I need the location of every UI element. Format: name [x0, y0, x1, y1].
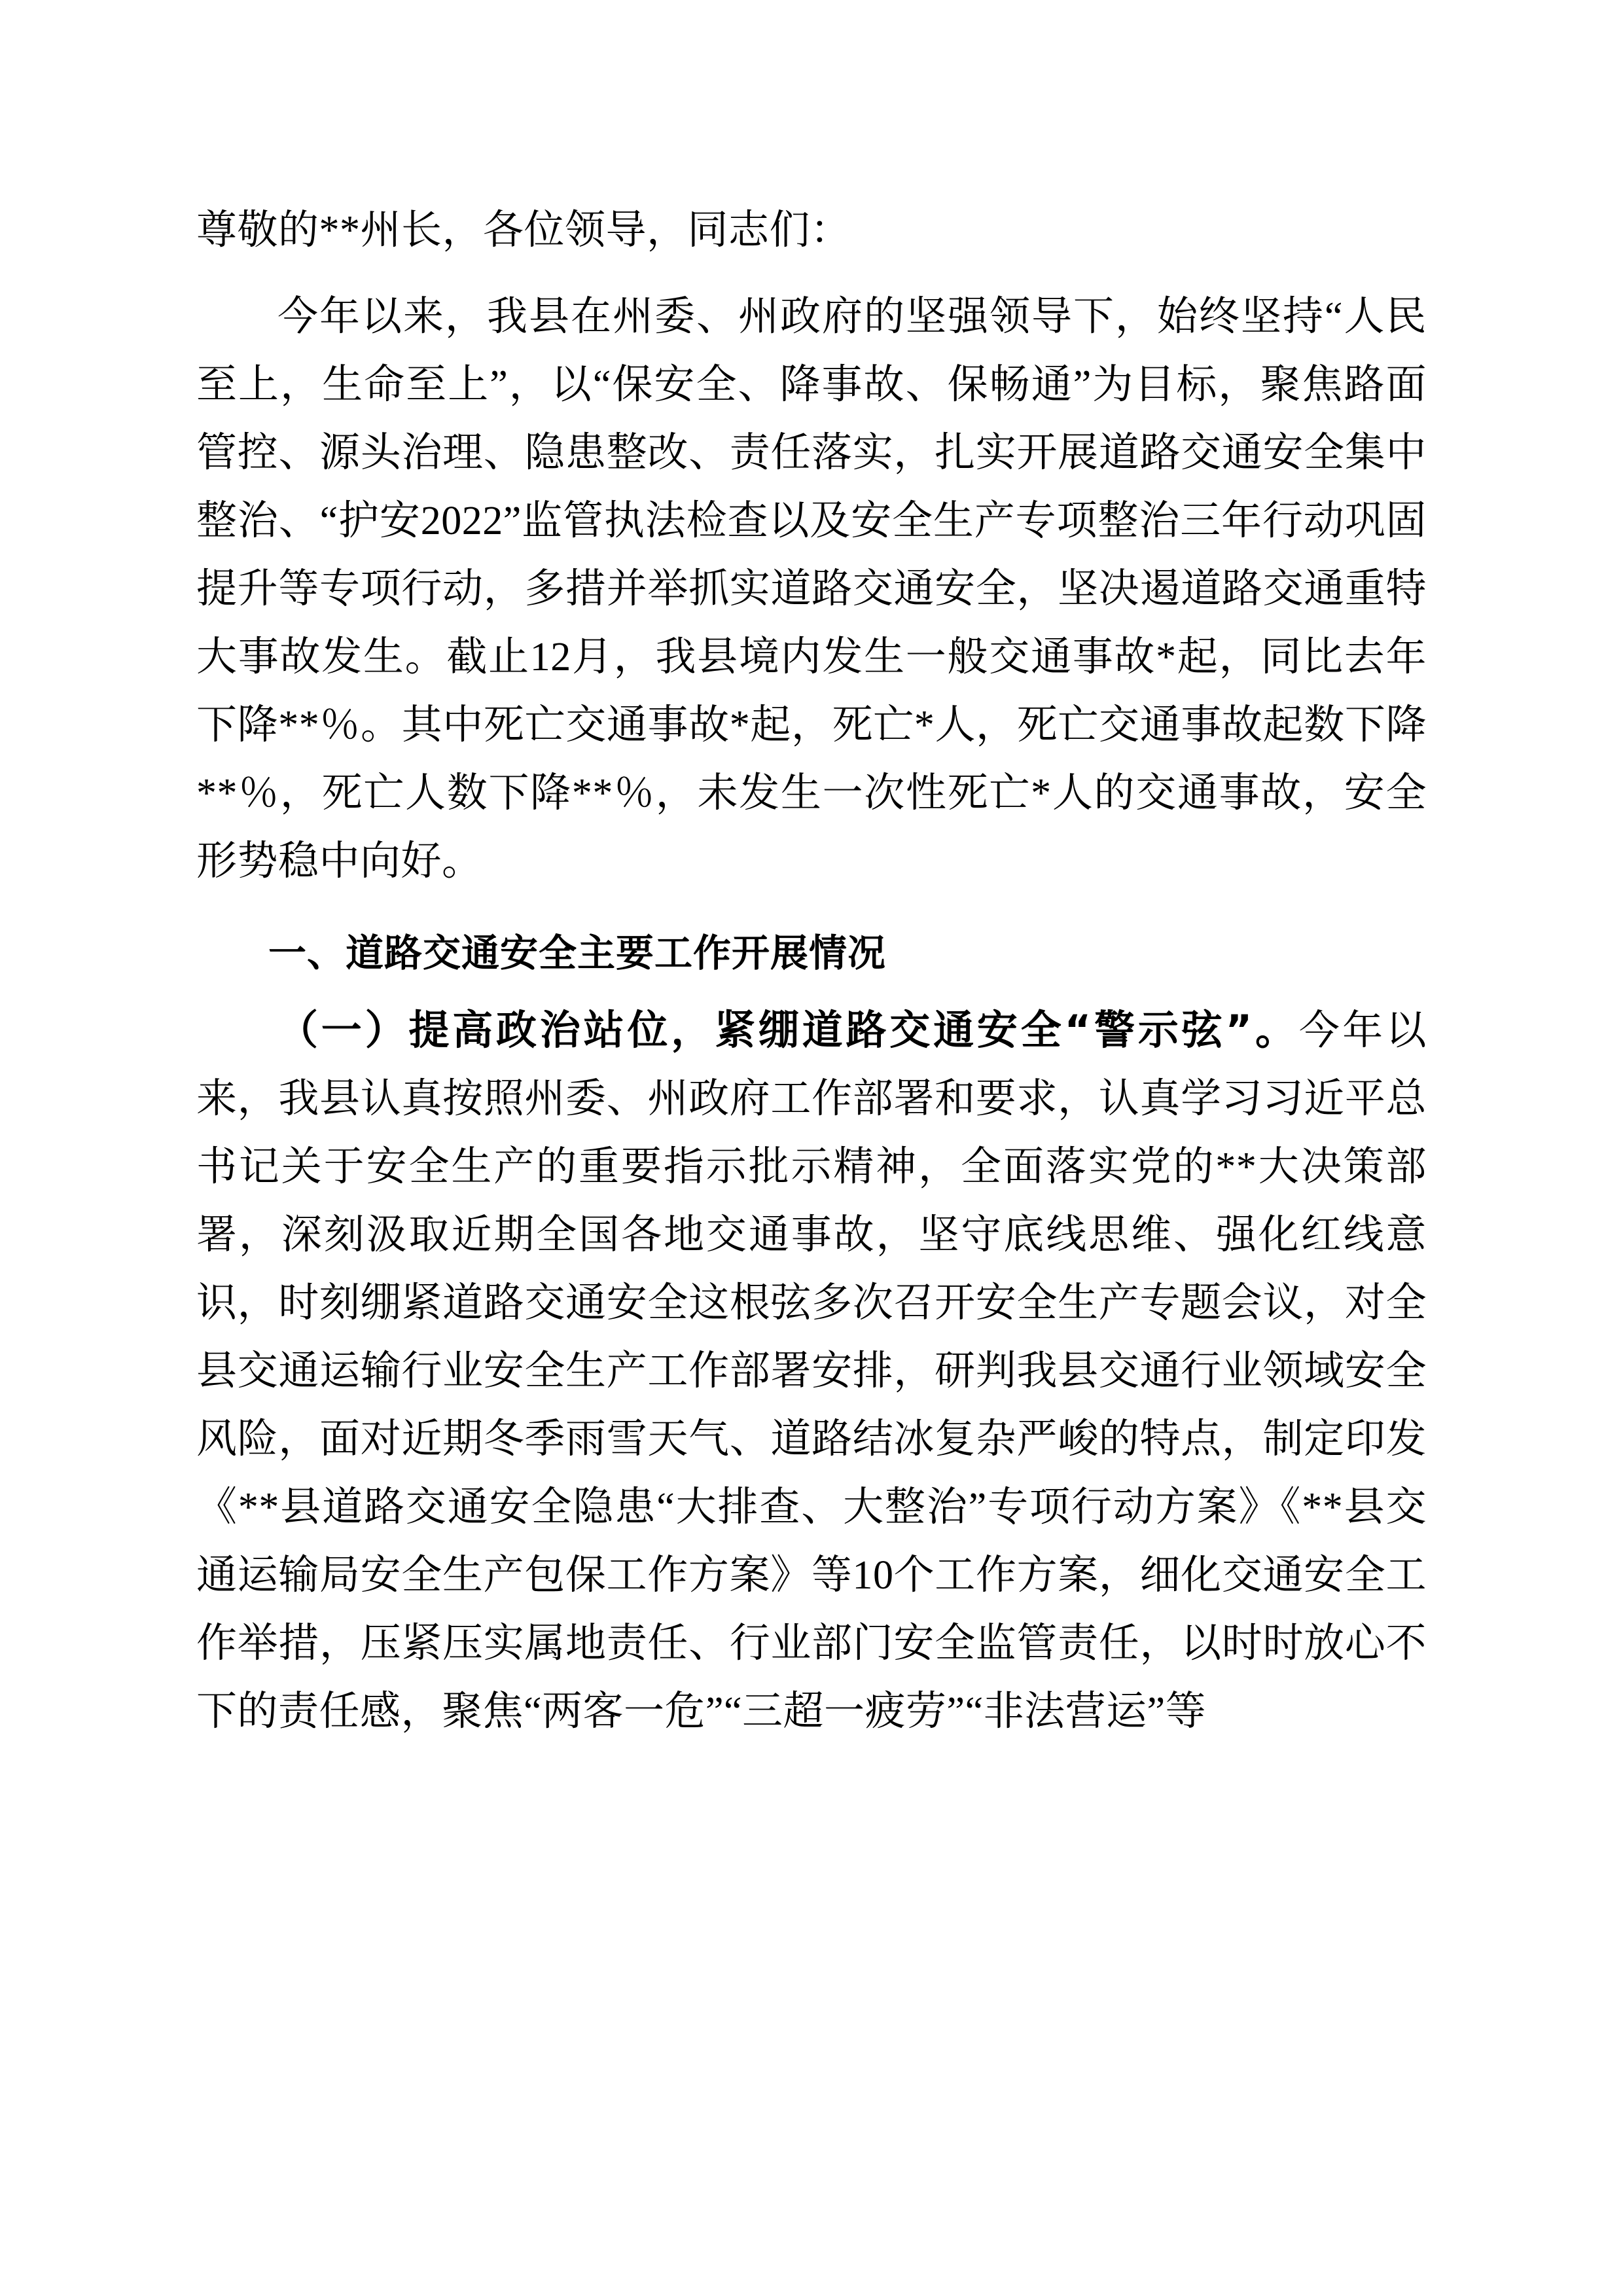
section-heading-1: 一、道路交通安全主要工作开展情况 [268, 931, 887, 975]
salutation-paragraph: 尊敬的**州长，各位领导，同志们： [196, 208, 851, 253]
subsection-1-body: 今年以来，我县认真按照州委、州政府工作部署和要求，认真学习习近平总书记关于安全生产的重要指示批示精神，全面落实党的**大决策部署，深刻汲取近期全国各地交通事故，坚守底线思维、强化红线意识，时刻绷紧道路交通安全这根弦多次召开安全生产专题会议，对全县交通运输行业安全生产工作部署安排，研判我县交通行业领域安全风险，面对近期冬季雨雪天气、道路结冰复杂严峻的特点，制定印发《**县道路交通安全隐患“大排查、大整治”专项行动方案》《**县交通运输局安全生产包保工作方案》等10个工作方案，细化交通安全工作举措，压紧压实属地责任、行业部门安全监管责任，以时时放心不下的责任感，聚焦“两客一危”“三超一疲劳”“非法营运”等 [196, 1009, 1427, 1734]
subsection-1-bold-lead: （一）提高政治站位，紧绷道路交通安全“警示弦”。 [277, 1006, 1299, 1054]
subsection-1-paragraph [196, 996, 1427, 1746]
document-body [196, 196, 1427, 1746]
intro-paragraph: 今年以来，我县在州委、州政府的坚强领导下，始终坚持“人民至上，生命至上”，以“保安全、降事故、保畅通”为目标，聚焦路面管控、源头治理、隐患整改、责任落实，扎实开展道路交通安全集中整治、“护安2022”监管执法检查以及安全生产专项整治三年行动巩固提升等专项行动，多措并举抓实道路交通安全，坚决遏道路交通重特大事故发生。截止12月，我县境内发生一般交通事故*起，同比去年下降**％。其中死亡交通事故*起，死亡*人，死亡交通事故起数下降**％，死亡人数下降**％，未发生一次性死亡*人的交通事故，安全形势稳中向好。 [196, 295, 1427, 884]
